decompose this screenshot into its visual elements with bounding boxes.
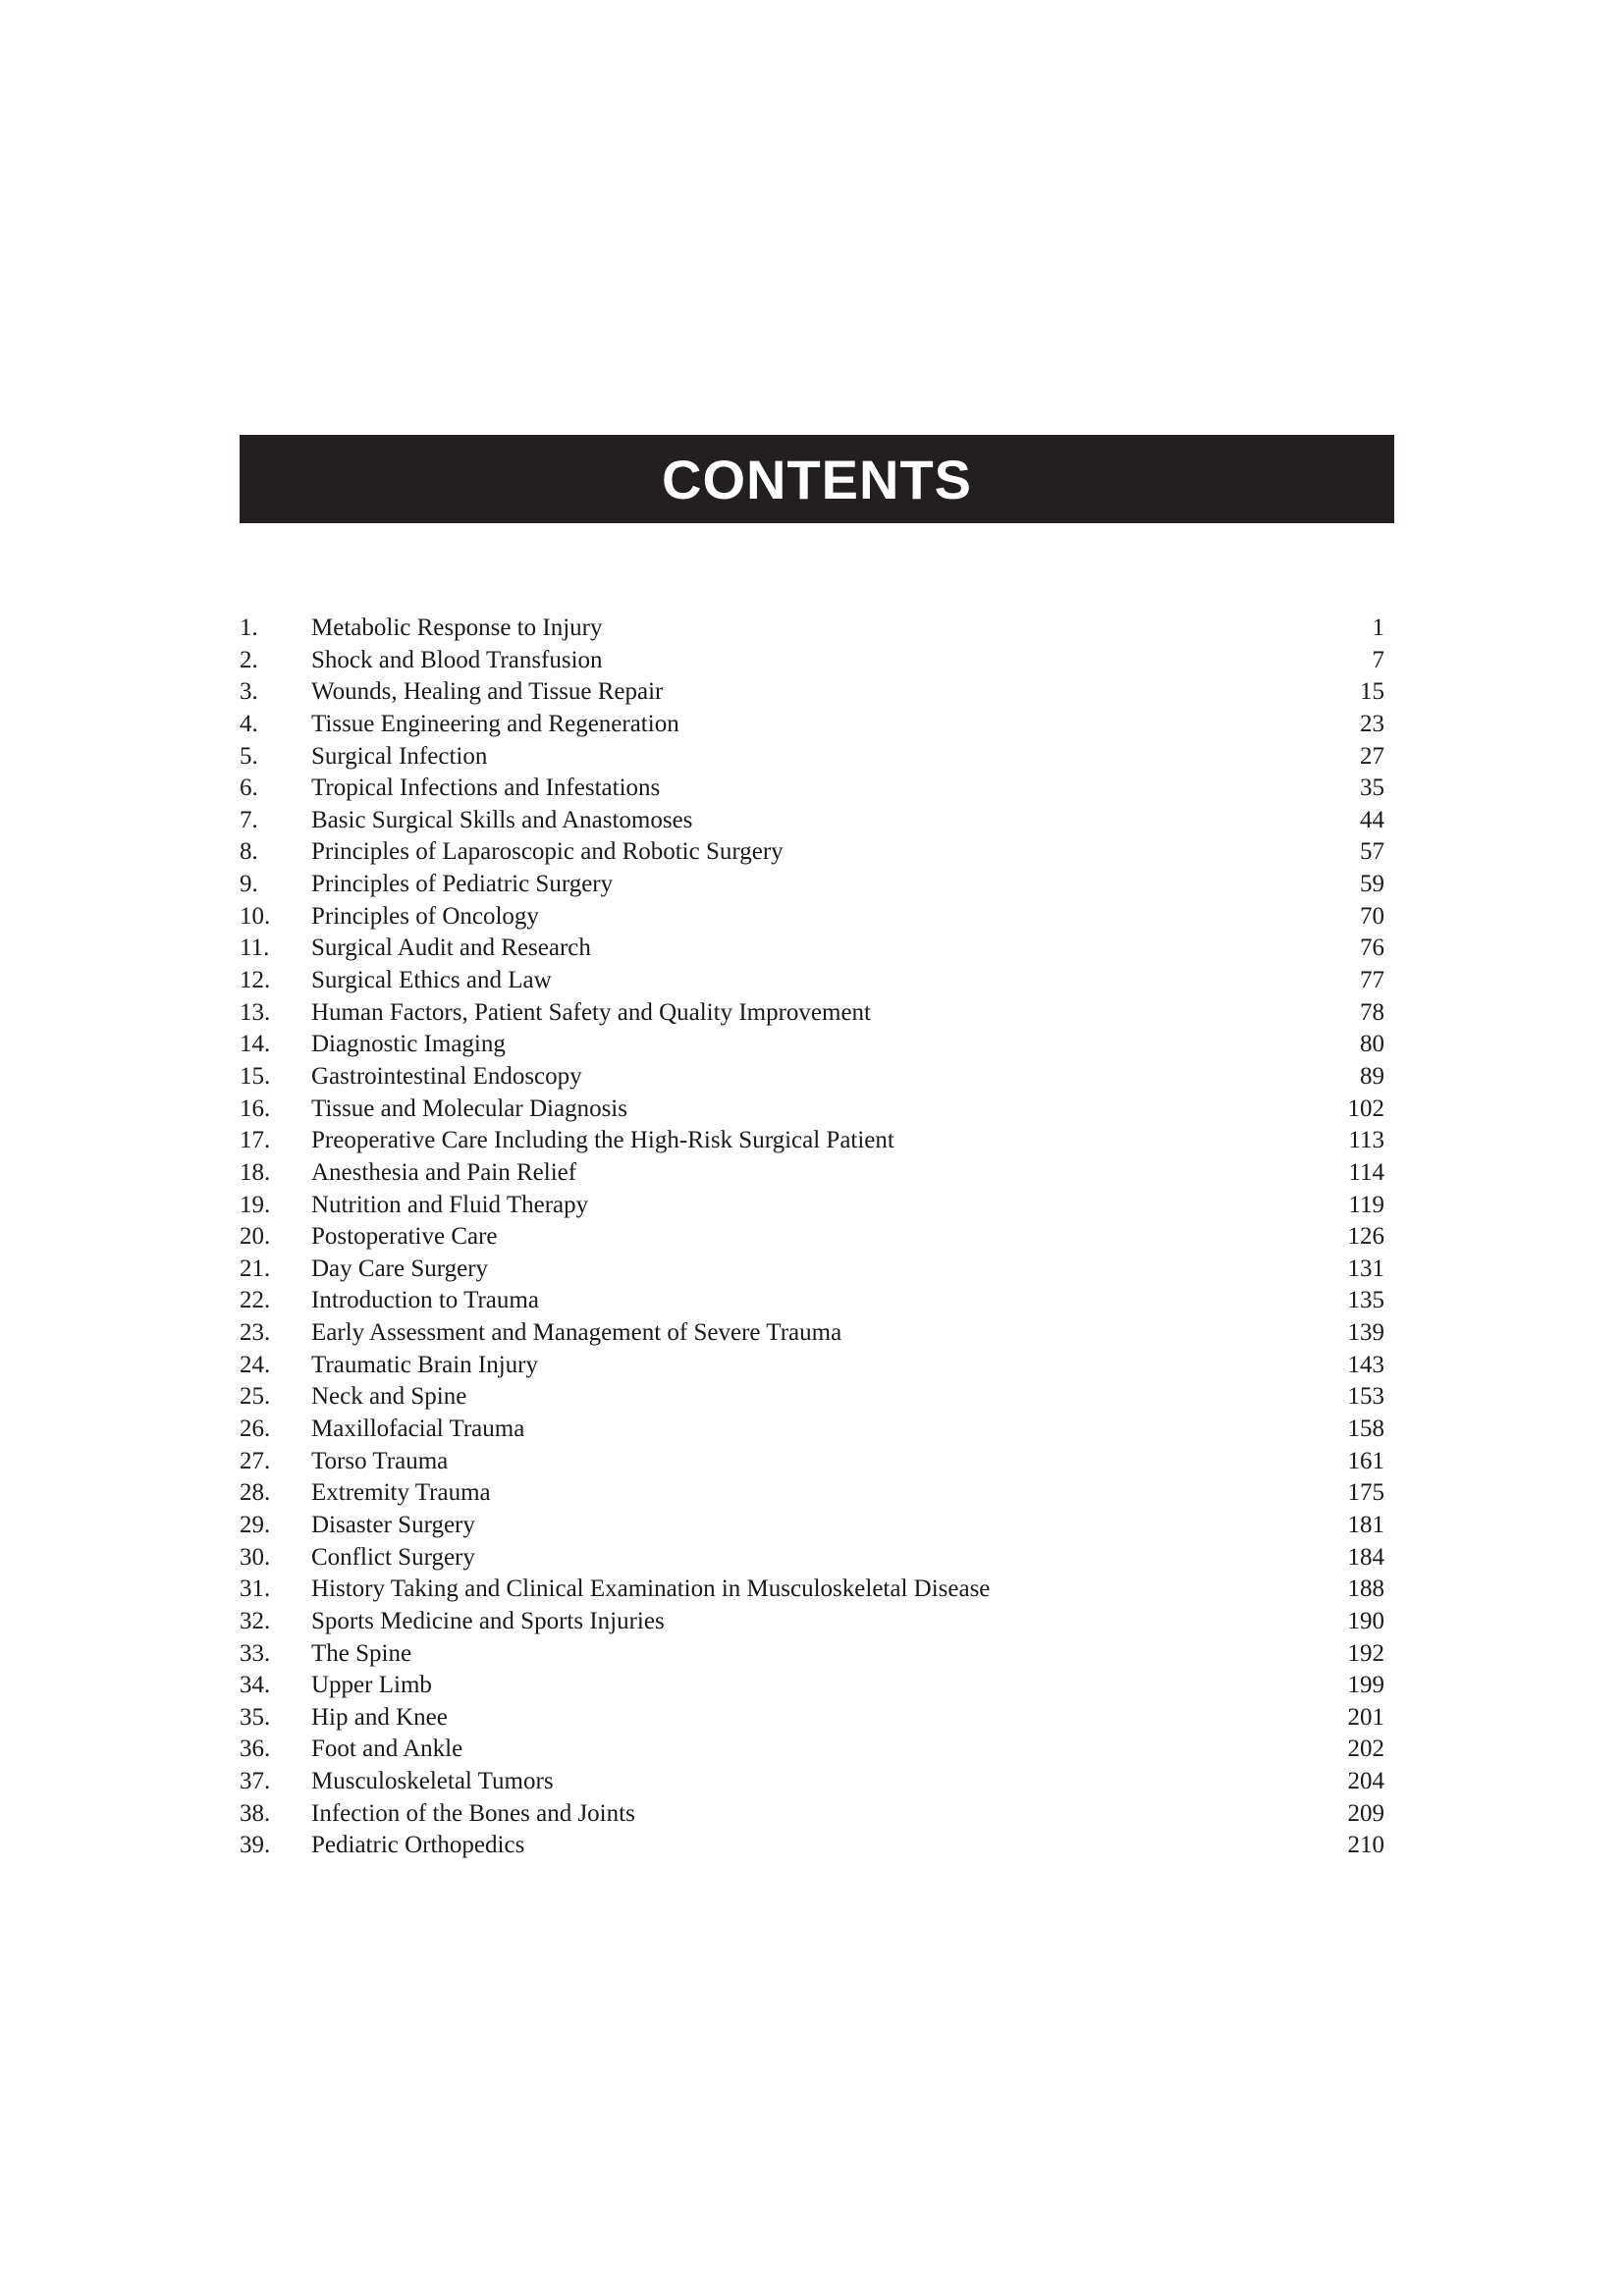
page-number: 210 [1347,1832,1384,1859]
chapter-number: 27. [240,1447,271,1474]
chapter-title: Sports Medicine and Sports Injuries [311,1607,665,1634]
page-number: 76 [1360,934,1384,962]
page-number: 204 [1347,1768,1384,1795]
toc-entry [240,1542,1384,1575]
toc-entry [240,676,1384,709]
chapter-number: 1. [240,614,258,641]
page-number: 78 [1360,998,1384,1026]
chapter-number: 14. [240,1031,271,1058]
toc-entry [240,965,1384,997]
chapter-title: Upper Limb [311,1672,432,1699]
chapter-title: The Spine [311,1639,412,1667]
chapter-title: Anesthesia and Pain Relief [311,1158,577,1186]
chapter-title: Tissue and Molecular Diagnosis [311,1095,627,1122]
page-number: 57 [1360,838,1384,866]
page-number: 102 [1347,1095,1384,1122]
chapter-number: 17. [240,1127,271,1154]
chapter-title: Surgical Infection [311,742,488,770]
chapter-title: Hip and Knee [311,1703,448,1731]
toc-entry [240,869,1384,901]
chapter-number: 16. [240,1095,271,1122]
chapter-number: 20. [240,1223,271,1251]
page-number: 131 [1347,1255,1384,1282]
page-number: 143 [1347,1351,1384,1378]
chapter-title: Maxillofacial Trauma [311,1415,525,1443]
chapter-title: Gastrointestinal Endoscopy [311,1062,582,1090]
toc-entry [240,1414,1384,1446]
chapter-number: 15. [240,1062,271,1090]
chapter-number: 26. [240,1415,271,1443]
page-number: 190 [1347,1607,1384,1634]
chapter-title: Postoperative Care [311,1223,498,1251]
chapter-number: 5. [240,742,258,770]
chapter-number: 30. [240,1543,271,1571]
page-number: 89 [1360,1062,1384,1090]
toc-entry [240,613,1384,645]
chapter-number: 37. [240,1768,271,1795]
chapter-number: 23. [240,1319,271,1347]
chapter-number: 21. [240,1255,271,1282]
toc-entry [240,1606,1384,1638]
chapter-title: Surgical Audit and Research [311,934,591,962]
toc-entry [240,1381,1384,1414]
toc-entry [240,1317,1384,1350]
chapter-title: Extremity Trauma [311,1479,491,1507]
chapter-number: 34. [240,1672,271,1699]
page-number: 188 [1347,1575,1384,1603]
chapter-title: Foot and Ankle [311,1735,463,1763]
toc-entry [240,1061,1384,1094]
toc-entry [240,741,1384,774]
chapter-number: 35. [240,1703,271,1731]
chapter-title: Principles of Oncology [311,902,539,930]
chapter-number: 36. [240,1735,271,1763]
chapter-title: Principles of Laparoscopic and Robotic Surgery [311,838,784,866]
chapter-number: 2. [240,646,258,673]
chapter-number: 39. [240,1832,271,1859]
chapter-title: Traumatic Brain Injury [311,1351,538,1378]
chapter-number: 12. [240,967,271,994]
page-number: 184 [1347,1543,1384,1571]
toc-entry [240,1830,1384,1862]
toc-entry [240,709,1384,741]
page-number: 59 [1360,871,1384,898]
toc-entry [240,1670,1384,1702]
page-number: 161 [1347,1447,1384,1474]
toc-entry [240,805,1384,837]
toc-entry [240,1446,1384,1478]
toc-entry [240,1798,1384,1831]
toc-entry [240,773,1384,805]
chapter-title: Human Factors, Patient Safety and Quality Improvement [311,998,872,1026]
toc-entry [240,1190,1384,1222]
page-number: 135 [1347,1287,1384,1314]
chapter-title: Metabolic Response to Injury [311,614,603,641]
page-number: 199 [1347,1672,1384,1699]
page-number: 23 [1360,710,1384,737]
chapter-number: 13. [240,998,271,1026]
chapter-title: Day Care Surgery [311,1255,489,1282]
chapter-number: 9. [240,871,258,898]
toc-entry [240,1254,1384,1286]
page-number: 80 [1360,1031,1384,1058]
chapter-number: 32. [240,1607,271,1634]
toc-entry [240,645,1384,677]
toc-entry [240,901,1384,934]
page-number: 7 [1372,646,1384,673]
chapter-title: Nutrition and Fluid Therapy [311,1191,589,1218]
page-number: 70 [1360,902,1384,930]
toc-entry [240,1350,1384,1382]
toc-entry [240,1285,1384,1317]
chapter-title: Disaster Surgery [311,1511,475,1538]
chapter-title: Musculoskeletal Tumors [311,1768,554,1795]
chapter-number: 3. [240,678,258,706]
contents-banner [240,435,1394,523]
toc-entry [240,933,1384,965]
chapter-title: Torso Trauma [311,1447,449,1474]
chapter-title: Infection of the Bones and Joints [311,1799,635,1827]
chapter-title: Introduction to Trauma [311,1287,539,1314]
page-number: 27 [1360,742,1384,770]
page-number: 113 [1348,1127,1384,1154]
toc-entry [240,1638,1384,1671]
toc-entry [240,1221,1384,1254]
table-of-contents [240,613,1384,1862]
page-title: CONTENTS [662,448,972,510]
chapter-number: 10. [240,902,271,930]
page-number: 1 [1372,614,1384,641]
chapter-title: Preoperative Care Including the High-Risk Surgical Patient [311,1127,894,1154]
toc-entry [240,1734,1384,1766]
page-number: 175 [1347,1479,1384,1507]
chapter-title: Conflict Surgery [311,1543,475,1571]
page-number: 126 [1347,1223,1384,1251]
chapter-title: Shock and Blood Transfusion [311,646,603,673]
toc-entry [240,997,1384,1030]
chapter-title: Early Assessment and Management of Severe Trauma [311,1319,842,1347]
toc-entry [240,1766,1384,1798]
page-number: 15 [1360,678,1384,706]
page-number: 202 [1347,1735,1384,1763]
page-number: 209 [1347,1799,1384,1827]
chapter-title: Principles of Pediatric Surgery [311,871,614,898]
toc-entry [240,1702,1384,1735]
page-number: 119 [1348,1191,1384,1218]
chapter-number: 22. [240,1287,271,1314]
chapter-title: Tissue Engineering and Regeneration [311,710,679,737]
chapter-title: Basic Surgical Skills and Anastomoses [311,806,693,833]
chapter-number: 25. [240,1383,271,1411]
chapter-number: 8. [240,838,258,866]
toc-entry [240,1157,1384,1190]
toc-entry [240,1574,1384,1606]
chapter-number: 24. [240,1351,271,1378]
chapter-number: 29. [240,1511,271,1538]
toc-entry [240,1477,1384,1510]
chapter-number: 31. [240,1575,271,1603]
chapter-number: 18. [240,1158,271,1186]
page-number: 114 [1348,1158,1384,1186]
chapter-title: Surgical Ethics and Law [311,967,552,994]
chapter-title: Diagnostic Imaging [311,1031,506,1058]
chapter-number: 38. [240,1799,271,1827]
page-number: 44 [1360,806,1384,833]
toc-entry [240,1125,1384,1157]
page-number: 35 [1360,774,1384,802]
chapter-title: Wounds, Healing and Tissue Repair [311,678,664,706]
toc-entry [240,1094,1384,1126]
chapter-number: 11. [240,934,270,962]
chapter-title: Pediatric Orthopedics [311,1832,525,1859]
toc-entry [240,1029,1384,1061]
page-number: 139 [1347,1319,1384,1347]
chapter-number: 28. [240,1479,271,1507]
toc-entry [240,836,1384,869]
page-number: 77 [1360,967,1384,994]
chapter-number: 6. [240,774,258,802]
toc-entry [240,1510,1384,1542]
chapter-number: 33. [240,1639,271,1667]
chapter-title: Tropical Infections and Infestations [311,774,661,802]
chapter-title: Neck and Spine [311,1383,467,1411]
chapter-number: 19. [240,1191,271,1218]
chapter-number: 7. [240,806,258,833]
page-number: 192 [1347,1639,1384,1667]
page-number: 153 [1347,1383,1384,1411]
chapter-number: 4. [240,710,258,737]
page-number: 158 [1347,1415,1384,1443]
page-number: 201 [1347,1703,1384,1731]
page-number: 181 [1347,1511,1384,1538]
chapter-title: History Taking and Clinical Examination in Musculoskeletal Disease [311,1575,991,1603]
